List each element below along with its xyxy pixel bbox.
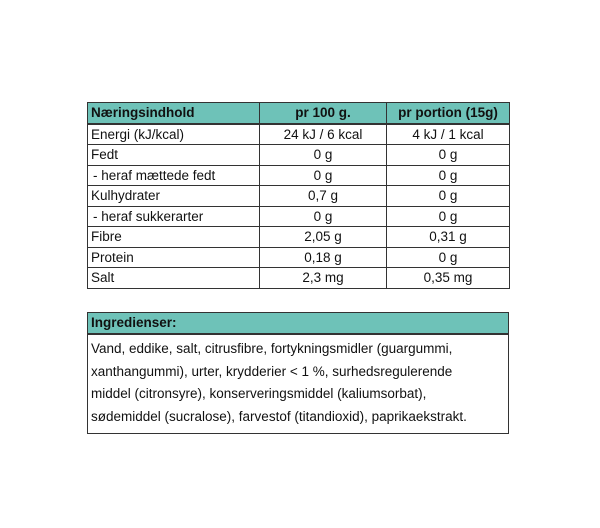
- value-per-100g: 2,3 mg: [260, 268, 387, 289]
- value-per-100g: 0 g: [260, 145, 387, 166]
- nutrient-label: Fibre: [88, 227, 260, 248]
- ingredients-line: middel (citronsyre), konserveringsmiddel (kaliumsorbat),: [91, 386, 427, 401]
- table-row: [88, 206, 510, 227]
- nutrient-label: Energi (kJ/kcal): [88, 124, 260, 145]
- value-per-portion: 0 g: [387, 247, 510, 268]
- table-row: [88, 247, 510, 268]
- table-row: [88, 268, 510, 289]
- header-nutrient: Næringsindhold: [88, 103, 260, 124]
- nutrient-label: Salt: [88, 268, 260, 289]
- nutrient-label: - heraf mættede fedt: [88, 165, 260, 186]
- value-per-100g: 2,05 g: [260, 227, 387, 248]
- value-per-100g: 24 kJ / 6 kcal: [260, 124, 387, 145]
- table-row: [88, 165, 510, 186]
- header-per-portion: pr portion (15g): [387, 103, 510, 124]
- value-per-100g: 0 g: [260, 165, 387, 186]
- value-per-portion: 4 kJ / 1 kcal: [387, 124, 510, 145]
- ingredients-line: sødemiddel (sucralose), farvestof (titandioxid), paprikaekstrakt.: [91, 408, 467, 424]
- nutrient-label: Protein: [88, 247, 260, 268]
- ingredients-text: [88, 335, 508, 433]
- value-per-portion: 0,31 g: [387, 227, 510, 248]
- value-per-portion: 0 g: [387, 145, 510, 166]
- table-row: [88, 124, 510, 145]
- value-per-portion: 0 g: [387, 206, 510, 227]
- nutrient-label: Kulhydrater: [88, 186, 260, 207]
- value-per-100g: 0,18 g: [260, 247, 387, 268]
- table-row: [88, 145, 510, 166]
- nutrient-label: - heraf sukkerarter: [88, 206, 260, 227]
- value-per-100g: 0 g: [260, 206, 387, 227]
- ingredients-line: xanthangummi), urter, krydderier < 1 %, surhedsregulerende: [91, 363, 453, 379]
- value-per-100g: 0,7 g: [260, 186, 387, 207]
- table-row: [88, 227, 510, 248]
- ingredients-line: Vand, eddike, salt, citrusfibre, fortykningsmidler (guargummi,: [91, 341, 453, 356]
- ingredients-box: [87, 312, 509, 434]
- table-row: [88, 186, 510, 207]
- nutrition-table: [87, 102, 510, 289]
- value-per-portion: 0 g: [387, 165, 510, 186]
- header-per-100g: pr 100 g.: [260, 103, 387, 124]
- ingredients-title: Ingredienser:: [88, 313, 508, 335]
- nutrient-label: Fedt: [88, 145, 260, 166]
- value-per-portion: 0 g: [387, 186, 510, 207]
- nutrition-header-row: [88, 103, 510, 124]
- value-per-portion: 0,35 mg: [387, 268, 510, 289]
